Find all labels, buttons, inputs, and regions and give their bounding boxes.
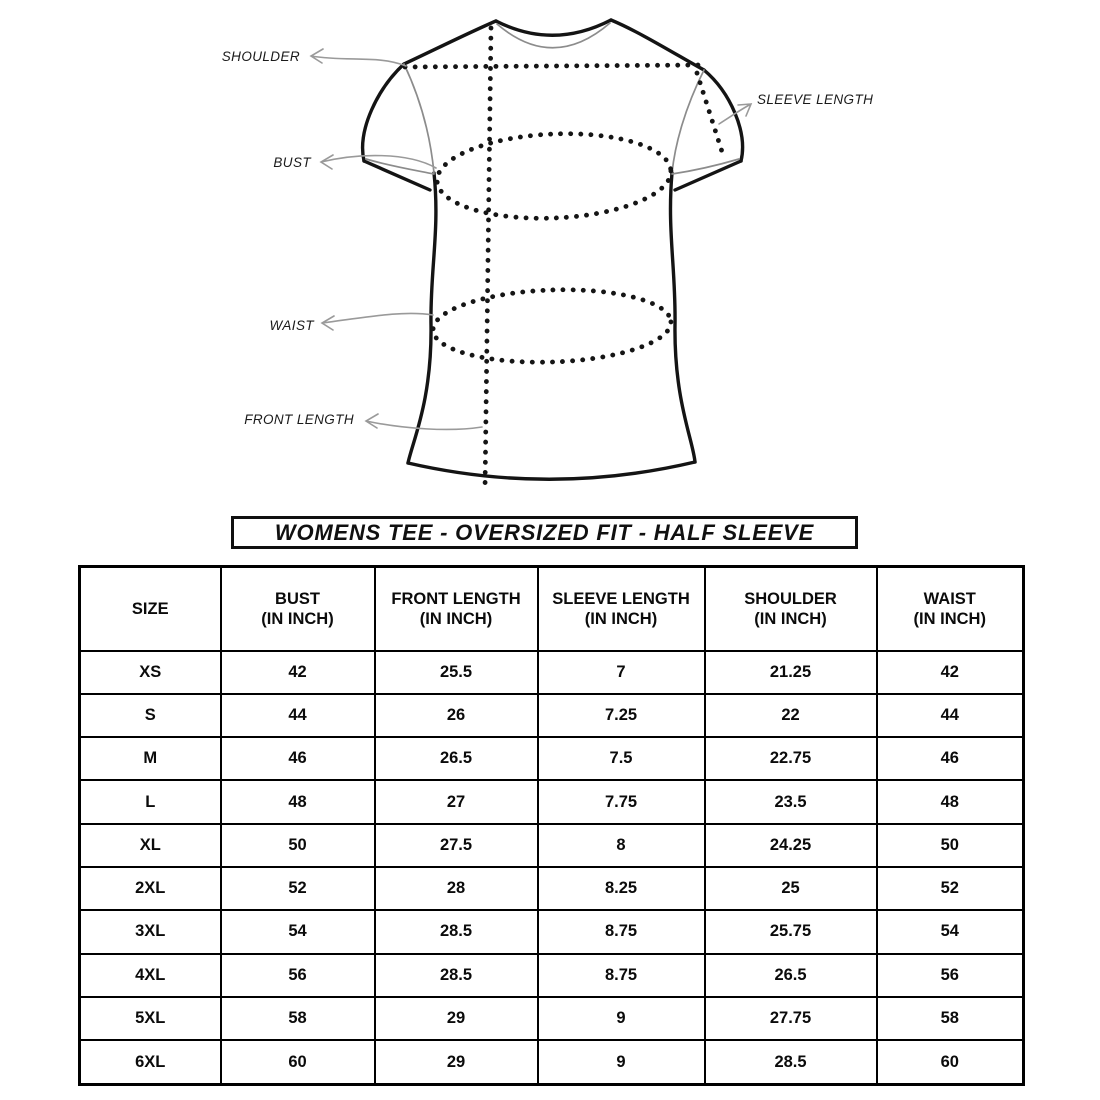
table-row <box>80 694 1024 737</box>
table-row <box>80 780 1024 823</box>
bust-label: BUST <box>273 155 311 170</box>
waist-label: WAIST <box>269 318 314 333</box>
front_length-cell: 29 <box>375 997 538 1040</box>
shoulder-label: SHOULDER <box>221 49 300 64</box>
front_length-cell: 27 <box>375 780 538 823</box>
front-length-arrow <box>366 414 482 429</box>
bottom-hem <box>408 462 695 479</box>
front_length-cell: 27.5 <box>375 824 538 867</box>
right-sleeve-hem <box>675 161 741 190</box>
measurement-dotted-lines <box>405 28 724 490</box>
left-sleeve-hem <box>364 161 430 190</box>
waist-cell: 44 <box>877 694 1024 737</box>
size-cell: L <box>80 780 221 823</box>
bust-cell: 56 <box>221 954 375 997</box>
sleeve_length-cell: 7.5 <box>538 737 705 780</box>
shoulder-cell: 23.5 <box>705 780 877 823</box>
table-row <box>80 997 1024 1040</box>
sleeve_length-cell: 7 <box>538 651 705 694</box>
tshirt-diagram <box>0 0 1100 520</box>
size-cell: 2XL <box>80 867 221 910</box>
size-table-body <box>80 651 1024 1085</box>
sleeve-length-label: SLEEVE LENGTH <box>757 92 874 107</box>
shoulder-cell: 27.75 <box>705 997 877 1040</box>
bust-cell: 54 <box>221 910 375 953</box>
column-header-size: SIZE <box>80 567 221 651</box>
shoulder-cell: 25 <box>705 867 877 910</box>
table-row <box>80 824 1024 867</box>
size-cell: S <box>80 694 221 737</box>
waist-arrow <box>322 313 433 330</box>
left-side-seam <box>408 173 436 463</box>
sleeve_length-cell: 8.75 <box>538 910 705 953</box>
table-row <box>80 910 1024 953</box>
size-cell: 6XL <box>80 1040 221 1084</box>
sleeve_length-cell: 8.75 <box>538 954 705 997</box>
bust-cell: 48 <box>221 780 375 823</box>
tshirt-seams <box>366 23 739 174</box>
left-shoulder-line <box>404 21 496 64</box>
waist-cell: 58 <box>877 997 1024 1040</box>
waist-cell: 54 <box>877 910 1024 953</box>
sleeve-length-arrow <box>719 104 751 124</box>
bust-cell: 44 <box>221 694 375 737</box>
front_length-cell: 28.5 <box>375 954 538 997</box>
shoulder-cell: 26.5 <box>705 954 877 997</box>
front-length-label: FRONT LENGTH <box>244 412 354 427</box>
shoulder-arrow <box>311 49 406 66</box>
waist-measure-ellipse <box>432 286 672 366</box>
shoulder-measure-line <box>405 65 702 67</box>
bust-measure-ellipse <box>435 129 672 223</box>
front-length-measure-line <box>485 28 491 490</box>
table-row <box>80 1040 1024 1084</box>
size-table <box>78 565 1025 1086</box>
table-row <box>80 954 1024 997</box>
shoulder-cell: 25.75 <box>705 910 877 953</box>
shoulder-cell: 22.75 <box>705 737 877 780</box>
column-header-sleeve_length: SLEEVE LENGTH (IN INCH) <box>538 567 705 651</box>
front_length-cell: 26 <box>375 694 538 737</box>
title-banner <box>231 516 858 549</box>
sleeve_length-cell: 7.75 <box>538 780 705 823</box>
sleeve_length-cell: 7.25 <box>538 694 705 737</box>
column-header-waist: WAIST (IN INCH) <box>877 567 1024 651</box>
size-cell: XS <box>80 651 221 694</box>
bust-cell: 58 <box>221 997 375 1040</box>
table-row <box>80 651 1024 694</box>
bust-cell: 60 <box>221 1040 375 1084</box>
column-header-bust: BUST (IN INCH) <box>221 567 375 651</box>
size-cell: XL <box>80 824 221 867</box>
front_length-cell: 29 <box>375 1040 538 1084</box>
waist-cell: 56 <box>877 954 1024 997</box>
right-shoulder-line <box>611 20 704 70</box>
bust-cell: 46 <box>221 737 375 780</box>
collar-outer <box>496 20 611 35</box>
page-title: WOMENS TEE - OVERSIZED FIT - HALF SLEEVE <box>274 519 815 545</box>
front_length-cell: 28.5 <box>375 910 538 953</box>
sleeve_length-cell: 9 <box>538 1040 705 1084</box>
sleeve_length-cell: 8.25 <box>538 867 705 910</box>
front_length-cell: 28 <box>375 867 538 910</box>
right-side-seam <box>670 173 695 462</box>
bust-cell: 42 <box>221 651 375 694</box>
shoulder-cell: 24.25 <box>705 824 877 867</box>
column-header-front_length: FRONT LENGTH (IN INCH) <box>375 567 538 651</box>
bust-cell: 50 <box>221 824 375 867</box>
waist-cell: 52 <box>877 867 1024 910</box>
size-cell: 4XL <box>80 954 221 997</box>
waist-cell: 42 <box>877 651 1024 694</box>
waist-cell: 50 <box>877 824 1024 867</box>
waist-cell: 60 <box>877 1040 1024 1084</box>
callout-arrows <box>311 49 751 429</box>
waist-cell: 46 <box>877 737 1024 780</box>
size-table-header <box>80 567 1024 651</box>
tshirt-outline <box>363 20 743 479</box>
right-armhole-seam <box>672 70 704 173</box>
column-header-shoulder: SHOULDER (IN INCH) <box>705 567 877 651</box>
bust-cell: 52 <box>221 867 375 910</box>
shoulder-cell: 28.5 <box>705 1040 877 1084</box>
left-sleeve-outer <box>363 64 404 161</box>
front_length-cell: 25.5 <box>375 651 538 694</box>
size-cell: M <box>80 737 221 780</box>
shoulder-cell: 21.25 <box>705 651 877 694</box>
size-cell: 3XL <box>80 910 221 953</box>
front_length-cell: 26.5 <box>375 737 538 780</box>
table-row <box>80 867 1024 910</box>
right-sleeve-outer <box>704 70 743 161</box>
waist-cell: 48 <box>877 780 1024 823</box>
left-armhole-seam <box>404 64 434 173</box>
shoulder-cell: 22 <box>705 694 877 737</box>
table-row <box>80 737 1024 780</box>
sleeve_length-cell: 8 <box>538 824 705 867</box>
sleeve_length-cell: 9 <box>538 997 705 1040</box>
size-cell: 5XL <box>80 997 221 1040</box>
